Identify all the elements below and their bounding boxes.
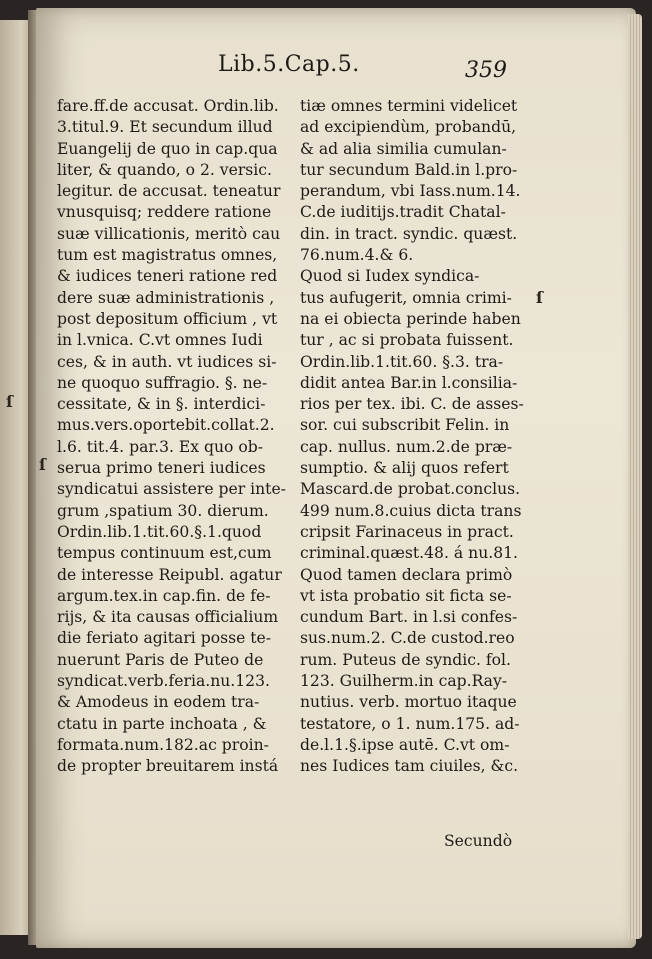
text-line: 499 num.8.cuius dicta trans	[300, 501, 522, 520]
text-line: cap. nullus. num.2.de præ-	[300, 437, 513, 456]
text-line: suæ villicationis, meritò cau	[57, 224, 281, 243]
text-line: sus.num.2. C.de custod.reo	[300, 629, 515, 648]
text-line: Euangelij de quo in cap.qua	[57, 139, 278, 158]
text-line: & Amodeus in eodem tra-	[57, 693, 260, 712]
text-line: & ad alia similia cumulan-	[300, 139, 507, 158]
text-line: criminal.quæst.48. á nu.81.	[300, 544, 518, 563]
text-line: tur secundum Bald.in l.pro-	[300, 160, 518, 179]
text-line: Ordin.lib.1.tit.60. §.3. tra-	[300, 352, 504, 371]
text-line: vt ista probatio sit ficta se-	[300, 586, 512, 605]
catchword: Secundò	[444, 832, 513, 850]
text-line: formata.num.182.ac proin-	[57, 735, 269, 754]
text-line: dere suæ administrationis ,	[57, 288, 275, 307]
text-line: argum.tex.in cap.fin. de fe-	[57, 586, 271, 605]
running-head: Lib.5.Cap.5.	[218, 52, 360, 77]
text-line: tur , ac si probata fuissent.	[300, 331, 514, 350]
text-line: testatore, o 1. num.175. ad-	[300, 714, 520, 733]
text-line: ne quoquo suffragio. §. ne-	[57, 373, 268, 392]
text-line: grum ,spatium 30. dierum.	[57, 501, 269, 520]
text-line: cundum Bart. in l.si confes-	[300, 608, 518, 627]
text-line: tus aufugerit, omnia crimi-	[300, 288, 512, 307]
text-line: die feriato agitari posse te-	[57, 629, 272, 648]
text-line: vnusquisq; reddere ratione	[57, 203, 272, 222]
text-line: tempus continuum est,cum	[57, 544, 272, 563]
text-line: de.l.1.§.ipse autē. C.vt om-	[300, 735, 510, 754]
text-line: ctatu in parte inchoata , &	[57, 714, 267, 733]
text-line: din. in tract. syndic. quæst.	[300, 224, 518, 243]
text-line: syndicat.verb.feria.nu.123.	[57, 672, 270, 691]
text-line: 76.num.4.& 6.	[300, 246, 414, 265]
margin-mark: ſ	[6, 392, 13, 411]
text-line: serua primo teneri iudices	[57, 459, 266, 478]
text-line: tiæ omnes termini videlicet	[300, 97, 518, 115]
text-line: 123. Guilherm.in cap.Ray-	[300, 672, 508, 691]
text-line: rum. Puteus de syndic. fol.	[300, 650, 511, 669]
right-text-column	[300, 96, 535, 778]
text-line: rijs, & ita causas officialium	[57, 608, 279, 627]
text-line: na ei obiecta perinde haben	[300, 309, 521, 328]
text-line: nuerunt Paris de Puteo de	[57, 650, 264, 669]
text-line: legitur. de accusat. teneatur	[57, 182, 281, 201]
text-line: rios per tex. ibi. C. de asses-	[300, 395, 524, 414]
text-line: 3.titul.9. Et secundum illud	[57, 118, 273, 137]
text-line: Ordin.lib.1.tit.60.§.1.quod	[57, 522, 262, 541]
text-line: cripsit Farinaceus in pract.	[300, 522, 514, 541]
page-number: 359	[465, 58, 507, 83]
text-line: de interesse Reipubl. agatur	[57, 565, 282, 584]
text-line: syndicatui assistere per inte-	[57, 480, 286, 499]
text-line: l.6. tit.4. par.3. Ex quo ob-	[57, 437, 264, 456]
text-line: fare.ff.de accusat. Ordin.lib.	[57, 97, 279, 115]
page-block-edge	[628, 14, 642, 939]
text-line: Quod tamen declara primò	[300, 565, 513, 584]
text-line: nutius. verb. mortuo itaque	[300, 693, 517, 712]
text-line: cessitate, & in §. interdici-	[57, 395, 266, 414]
text-line: perandum, vbi Iass.num.14.	[300, 182, 521, 201]
margin-mark: ſ	[536, 288, 543, 307]
text-line: in l.vnica. C.vt omnes Iudi	[57, 331, 263, 350]
text-line: ad excipiendùm, probandū,	[300, 118, 517, 137]
text-line: Mascard.de probat.conclus.	[300, 480, 521, 499]
text-line: C.de iuditijs.tradit Chatal-	[300, 203, 506, 222]
text-line: Quod si Iudex syndica-	[300, 267, 480, 286]
text-line: de propter breuitarem instá	[57, 757, 279, 776]
text-line: sumptio. & alij quos refert	[300, 459, 509, 478]
margin-mark: ſ	[39, 455, 46, 474]
left-text-column	[57, 96, 286, 778]
text-line: nes Iudices tam ciuiles, &c.	[300, 757, 519, 776]
text-line: tum est magistratus omnes,	[57, 246, 278, 265]
text-line: post depositum officium , vt	[57, 309, 278, 328]
text-line: & iudices teneri ratione red	[57, 267, 278, 286]
text-line: liter, & quando, o 2. versic.	[57, 160, 272, 179]
text-line: didit antea Bar.in l.consilia-	[300, 373, 518, 392]
text-line: ces, & in auth. vt iudices si-	[57, 352, 277, 371]
text-line: mus.vers.oportebit.collat.2.	[57, 416, 275, 435]
text-line: sor. cui subscribit Felin. in	[300, 416, 510, 435]
